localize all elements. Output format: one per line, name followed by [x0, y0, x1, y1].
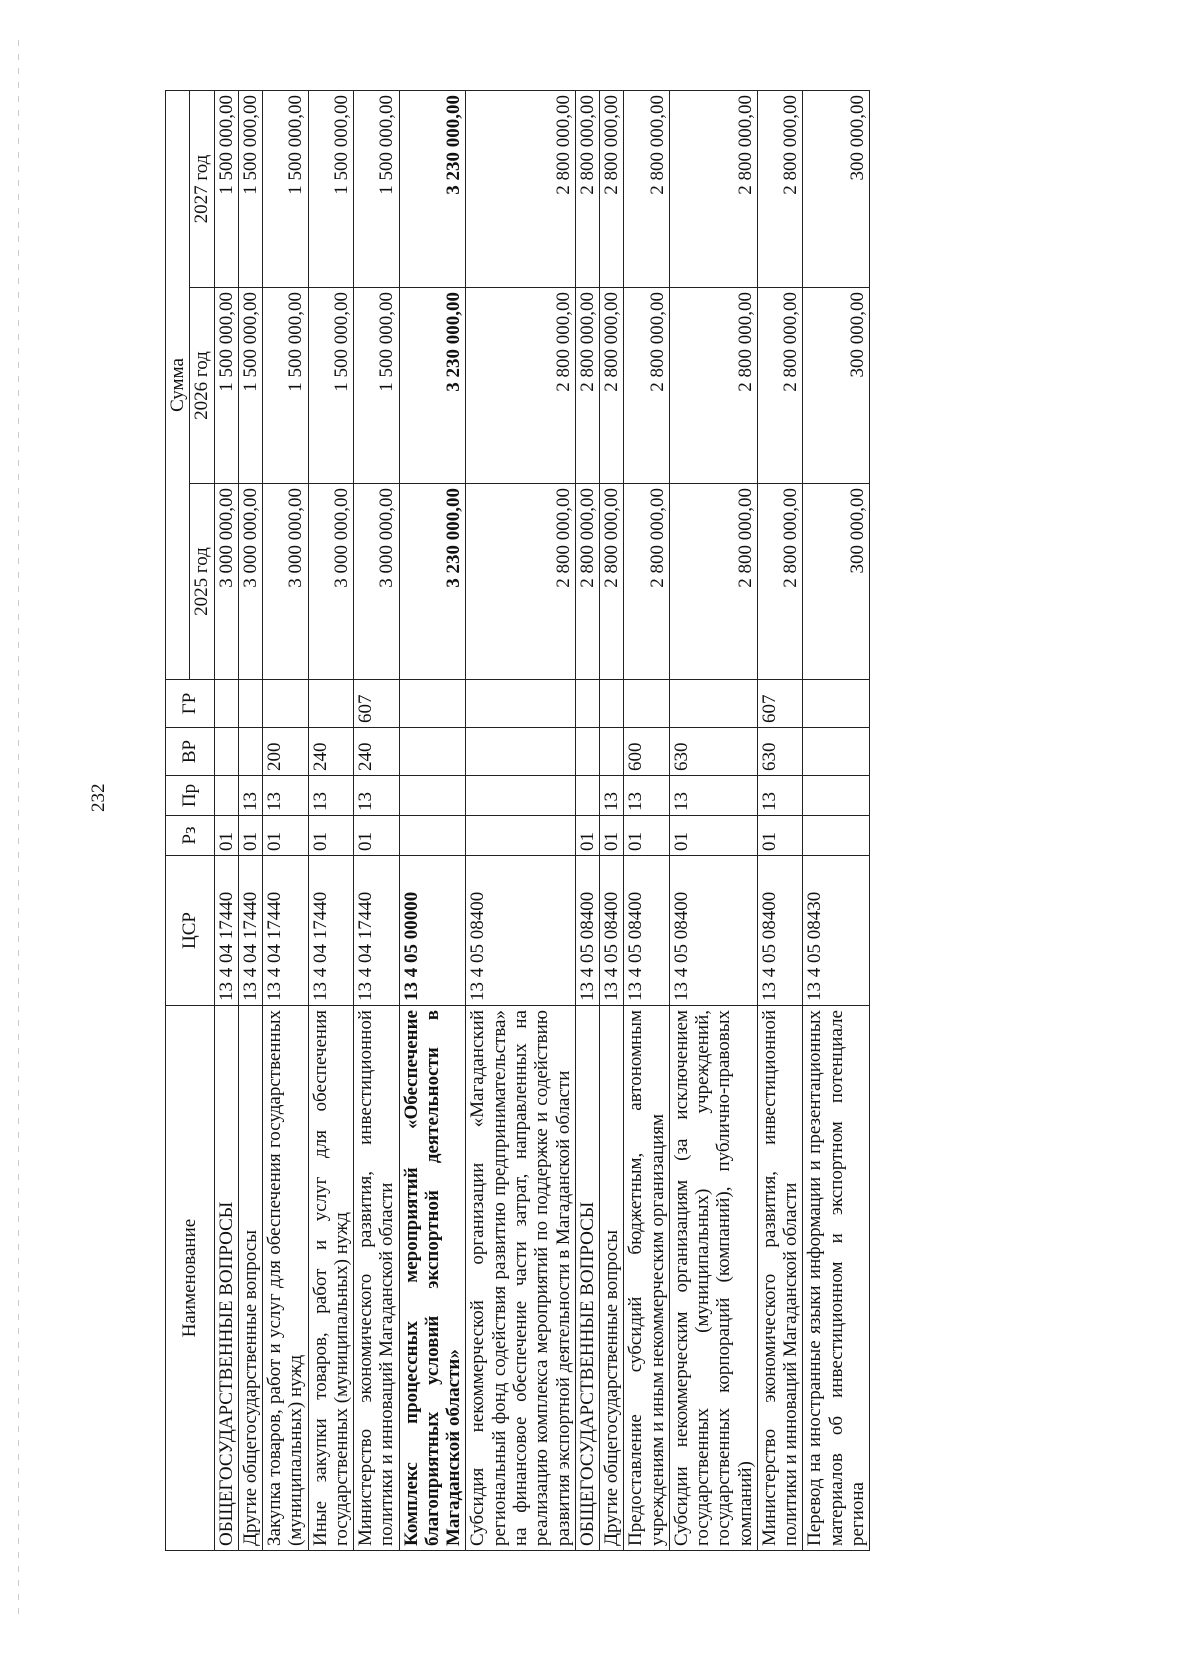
scan-edge-marks: [18, 40, 19, 1620]
row-gr-cell: 607: [354, 680, 400, 728]
row-csr-cell: 13 4 05 08400: [757, 856, 803, 1006]
row-amount-2026: 2 800 000,00: [466, 288, 575, 484]
row-amount-2027: 2 800 000,00: [757, 91, 803, 288]
row-amount-2026: 2 800 000,00: [669, 288, 757, 484]
row-amount-2027: 2 800 000,00: [669, 91, 757, 288]
row-gr-cell: [600, 680, 624, 728]
header-year-2026: 2026 год: [190, 288, 214, 484]
row-pr-cell: [575, 776, 599, 816]
row-rz-cell: 01: [669, 816, 757, 856]
row-rz-cell: 01: [214, 816, 238, 856]
row-gr-cell: [238, 680, 262, 728]
row-gr-cell: [399, 680, 466, 728]
row-amount-2027: 1 500 000,00: [238, 91, 262, 288]
row-rz-cell: [803, 816, 870, 856]
row-rz-cell: 01: [575, 816, 599, 856]
row-amount-2025: 3 000 000,00: [238, 484, 262, 680]
row-amount-2025: 2 800 000,00: [669, 484, 757, 680]
row-name-cell: Министерство экономического развития, инвестиционной политики и инноваций Магаданской области: [354, 1006, 400, 1551]
row-amount-2027: 2 800 000,00: [624, 91, 670, 288]
row-amount-2025: 2 800 000,00: [575, 484, 599, 680]
table-row: [214, 91, 238, 1551]
row-amount-2026: 1 500 000,00: [263, 288, 309, 484]
row-name-cell: Субсидии некоммерческим организациям (за исключением государственных (муниципальных) учреждений, государственных корпораций (компаний), публично-правовых компаний): [669, 1006, 757, 1551]
row-amount-2026: 2 800 000,00: [757, 288, 803, 484]
row-name-cell: Министерство экономического развития, инвестиционной политики и инноваций Магаданской области: [757, 1006, 803, 1551]
row-pr-cell: [399, 776, 466, 816]
row-vr-cell: 240: [354, 728, 400, 776]
row-vr-cell: 600: [624, 728, 670, 776]
row-name-cell: Предоставление субсидий бюджетным, автономным учреждениям и иным некоммерческим организациям: [624, 1006, 670, 1551]
header-rz: Рз: [166, 816, 215, 856]
row-vr-cell: [466, 728, 575, 776]
row-name-cell: Закупка товаров, работ и услуг для обеспечения государственных (муниципальных) нужд: [263, 1006, 309, 1551]
row-csr-cell: 13 4 05 08400: [624, 856, 670, 1006]
row-csr-cell: 13 4 04 17440: [354, 856, 400, 1006]
row-gr-cell: [624, 680, 670, 728]
row-pr-cell: 13: [263, 776, 309, 816]
row-amount-2025: 300 000,00: [803, 484, 870, 680]
row-amount-2026: 1 500 000,00: [354, 288, 400, 484]
header-vr: ВР: [166, 728, 215, 776]
row-csr-cell: 13 4 05 08400: [575, 856, 599, 1006]
table-row: [803, 91, 870, 1551]
row-csr-cell: 13 4 05 00000: [399, 856, 466, 1006]
row-gr-cell: 607: [757, 680, 803, 728]
row-name-cell: Другие общегосударственные вопросы: [238, 1006, 262, 1551]
row-csr-cell: 13 4 05 08400: [600, 856, 624, 1006]
table-body: [214, 91, 870, 1551]
row-rz-cell: 01: [624, 816, 670, 856]
row-rz-cell: 01: [354, 816, 400, 856]
table-row: [466, 91, 575, 1551]
row-csr-cell: 13 4 04 17440: [263, 856, 309, 1006]
row-name-cell: Комплекс процессных мероприятий «Обеспечение благоприятных условий экспортной деятельности в Магаданской области»: [399, 1006, 466, 1551]
row-csr-cell: 13 4 05 08430: [803, 856, 870, 1006]
row-rz-cell: 01: [757, 816, 803, 856]
budget-table: [165, 90, 870, 1551]
row-amount-2026: 3 230 000,00: [399, 288, 466, 484]
row-rz-cell: 01: [308, 816, 354, 856]
row-name-cell: Иные закупки товаров, работ и услуг для обеспечения государственных (муниципальных) нужд: [308, 1006, 354, 1551]
row-amount-2027: 3 230 000,00: [399, 91, 466, 288]
header-row-1: [166, 91, 190, 1551]
row-amount-2027: 300 000,00: [803, 91, 870, 288]
row-vr-cell: [803, 728, 870, 776]
row-pr-cell: 13: [757, 776, 803, 816]
row-amount-2026: 1 500 000,00: [214, 288, 238, 484]
row-amount-2025: 3 000 000,00: [354, 484, 400, 680]
row-pr-cell: 13: [669, 776, 757, 816]
row-amount-2025: 2 800 000,00: [624, 484, 670, 680]
table-row: [354, 91, 400, 1551]
row-name-cell: Другие общегосударственные вопросы: [600, 1006, 624, 1551]
row-name-cell: Субсидия некоммерческой организации «Магаданский региональный фонд содействия развитию предпринимательства» на финансовое обеспечение части затрат, направленных на реализацию комплекса мероприятий по поддержке и содействию развития экспортной деятельности в Магаданской области: [466, 1006, 575, 1551]
row-vr-cell: 240: [308, 728, 354, 776]
table-row: [669, 91, 757, 1551]
row-gr-cell: [214, 680, 238, 728]
row-gr-cell: [308, 680, 354, 728]
row-gr-cell: [803, 680, 870, 728]
row-vr-cell: 200: [263, 728, 309, 776]
row-vr-cell: [238, 728, 262, 776]
table-row: [757, 91, 803, 1551]
header-year-2027: 2027 год: [190, 91, 214, 288]
row-gr-cell: [575, 680, 599, 728]
row-pr-cell: 13: [600, 776, 624, 816]
row-amount-2025: 3 230 000,00: [399, 484, 466, 680]
row-amount-2025: 2 800 000,00: [466, 484, 575, 680]
row-amount-2027: 1 500 000,00: [214, 91, 238, 288]
row-gr-cell: [669, 680, 757, 728]
row-pr-cell: [466, 776, 575, 816]
row-name-cell: ОБЩЕГОСУДАРСТВЕННЫЕ ВОПРОСЫ: [575, 1006, 599, 1551]
header-gr: ГР: [166, 680, 215, 728]
table-row: [575, 91, 599, 1551]
row-name-cell: ОБЩЕГОСУДАРСТВЕННЫЕ ВОПРОСЫ: [214, 1006, 238, 1551]
row-pr-cell: 13: [354, 776, 400, 816]
row-vr-cell: [575, 728, 599, 776]
row-amount-2025: 3 000 000,00: [308, 484, 354, 680]
row-pr-cell: [803, 776, 870, 816]
header-name: Наименование: [166, 1006, 215, 1551]
header-sum: Сумма: [166, 91, 190, 680]
row-amount-2026: 2 800 000,00: [575, 288, 599, 484]
page-number: 232: [88, 783, 109, 812]
row-pr-cell: [214, 776, 238, 816]
table-row: [238, 91, 262, 1551]
row-amount-2026: 1 500 000,00: [238, 288, 262, 484]
row-rz-cell: 01: [263, 816, 309, 856]
row-csr-cell: 13 4 04 17440: [214, 856, 238, 1006]
table-row: [600, 91, 624, 1551]
row-amount-2027: 2 800 000,00: [466, 91, 575, 288]
row-amount-2027: 1 500 000,00: [308, 91, 354, 288]
header-pr: Пр: [166, 776, 215, 816]
row-rz-cell: [399, 816, 466, 856]
header-csr: ЦСР: [166, 856, 215, 1006]
table-row: [399, 91, 466, 1551]
row-pr-cell: 13: [624, 776, 670, 816]
row-name-cell: Перевод на иностранные языки информации и презентационных материалов об инвестиционном и экспортном потенциале региона: [803, 1006, 870, 1551]
row-vr-cell: [214, 728, 238, 776]
row-amount-2026: 300 000,00: [803, 288, 870, 484]
row-amount-2025: 3 000 000,00: [263, 484, 309, 680]
rotated-table-container: [165, 91, 870, 1551]
row-rz-cell: 01: [238, 816, 262, 856]
row-csr-cell: 13 4 04 17440: [238, 856, 262, 1006]
row-csr-cell: 13 4 05 08400: [466, 856, 575, 1006]
row-vr-cell: 630: [757, 728, 803, 776]
row-csr-cell: 13 4 04 17440: [308, 856, 354, 1006]
row-rz-cell: 01: [600, 816, 624, 856]
row-amount-2027: 2 800 000,00: [600, 91, 624, 288]
row-amount-2025: 3 000 000,00: [214, 484, 238, 680]
row-vr-cell: [600, 728, 624, 776]
row-amount-2025: 2 800 000,00: [757, 484, 803, 680]
row-csr-cell: 13 4 05 08400: [669, 856, 757, 1006]
row-pr-cell: 13: [238, 776, 262, 816]
row-amount-2026: 1 500 000,00: [308, 288, 354, 484]
row-rz-cell: [466, 816, 575, 856]
row-gr-cell: [466, 680, 575, 728]
header-year-2025: 2025 год: [190, 484, 214, 680]
row-amount-2027: 1 500 000,00: [354, 91, 400, 288]
row-vr-cell: [399, 728, 466, 776]
row-vr-cell: 630: [669, 728, 757, 776]
table-row: [624, 91, 670, 1551]
row-gr-cell: [263, 680, 309, 728]
row-amount-2027: 2 800 000,00: [575, 91, 599, 288]
row-amount-2025: 2 800 000,00: [600, 484, 624, 680]
row-amount-2027: 1 500 000,00: [263, 91, 309, 288]
row-amount-2026: 2 800 000,00: [600, 288, 624, 484]
row-amount-2026: 2 800 000,00: [624, 288, 670, 484]
table-row: [263, 91, 309, 1551]
table-row: [308, 91, 354, 1551]
row-pr-cell: 13: [308, 776, 354, 816]
